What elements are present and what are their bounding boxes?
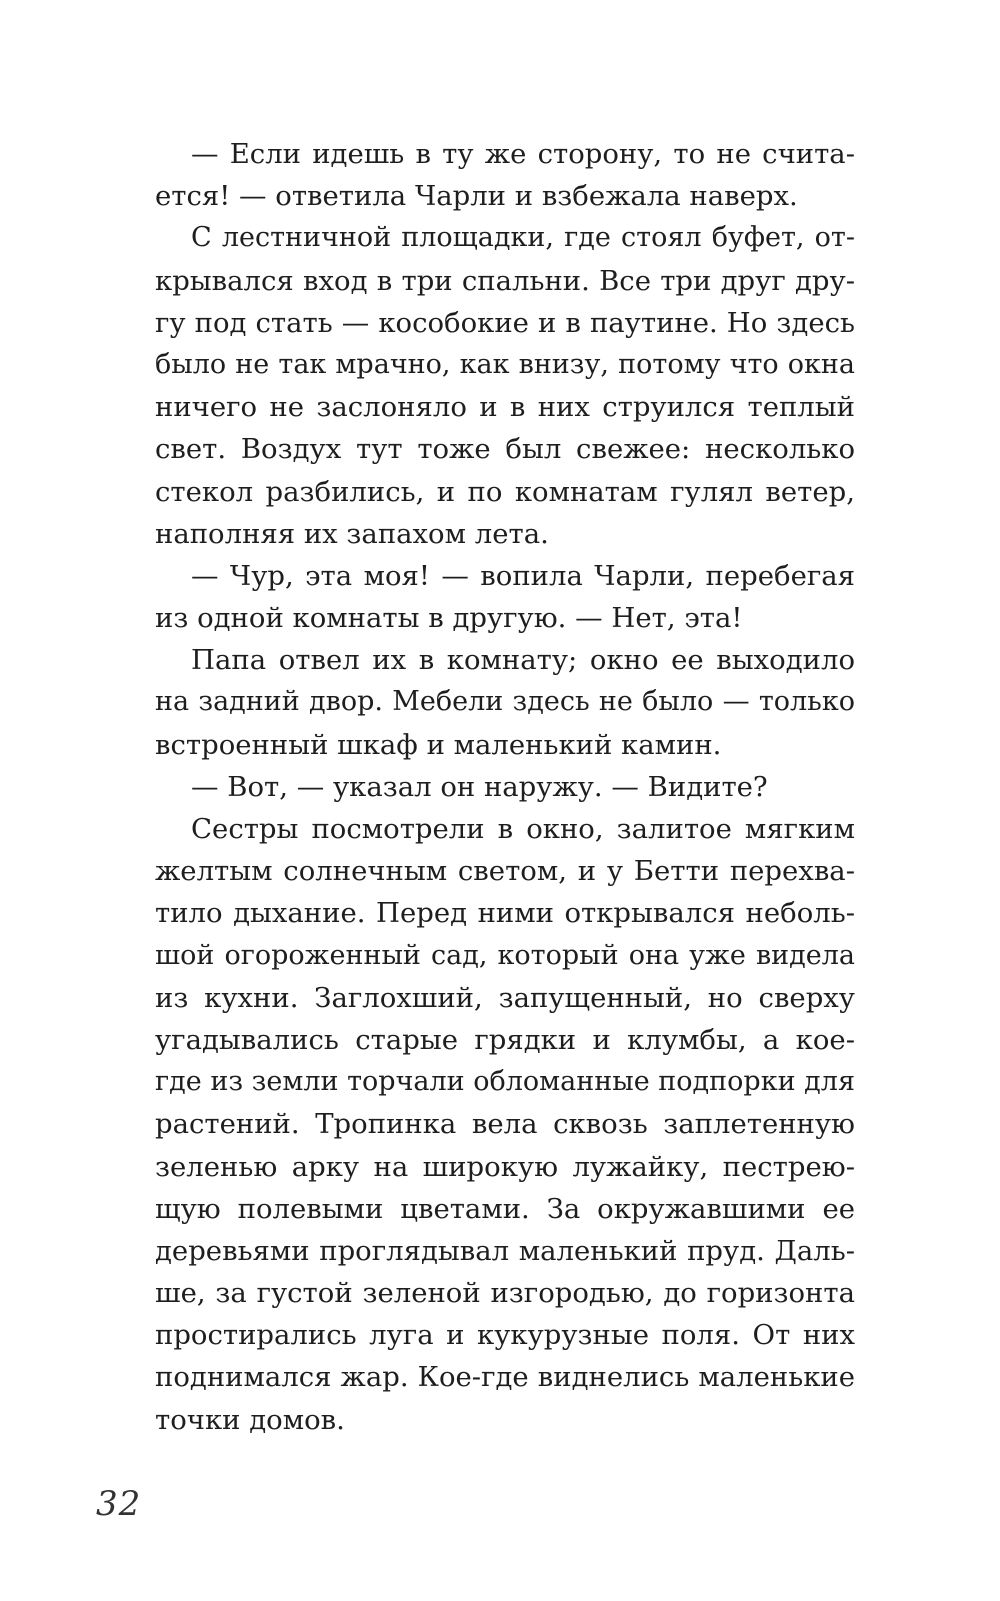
text-line: наполняя их запахом лета.	[155, 517, 549, 550]
text-line: точки домов.	[155, 1403, 345, 1436]
text-line: гу под стать — кособокие и в паутине. Но здесь	[155, 306, 855, 339]
text-line: поднимался жар. Кое-где виднелись маленькие	[155, 1361, 855, 1394]
text-line: на задний двор. Мебели здесь не было — только	[155, 686, 855, 718]
text-line: из одной комнаты в другую. — Нет, эта!	[155, 602, 743, 635]
text-line: крывался вход в три спальни. Все три друг дру-	[155, 264, 855, 297]
text-line: было не так мрачно, как внизу, потому что окна	[155, 348, 855, 380]
text-line: — Вот, — указал он наружу. — Видите?	[191, 770, 768, 803]
body-text	[155, 133, 855, 1441]
text-line: ется! — ответила Чарли и взбежала наверх.	[155, 180, 798, 213]
text-line: из кухни. Заглохший, запущенный, но сверху	[155, 981, 855, 1014]
text-line: шой огороженный сад, который она уже видела	[155, 939, 855, 971]
text-line: свет. Воздух тут тоже был свежее: несколько	[155, 433, 855, 466]
text-line: желтым солнечным светом, и у Бетти перехва-	[155, 855, 855, 888]
text-line: Папа отвел их в комнату; окно ее выходило	[191, 644, 855, 677]
text-line: зеленью арку на широкую лужайку, пестрею-	[155, 1150, 855, 1183]
text-line: ничего не заслоняло и в них струился теплый	[155, 391, 855, 424]
text-line: — Если идешь в ту же сторону, то не счита-	[191, 138, 855, 170]
text-line: тило дыхание. Перед ними открывался неболь-	[155, 897, 855, 930]
text-line: Сестры посмотрели в окно, залитое мягким	[191, 813, 855, 845]
text-line: ше, за густой зеленой изгородью, до горизонта	[155, 1277, 855, 1310]
text-line: растений. Тропинка вела сквозь заплетенную	[155, 1108, 855, 1141]
text-line: встроенный шкаф и маленький камин.	[155, 728, 722, 761]
page-number: 32	[96, 1484, 142, 1524]
text-line: — Чур, эта моя! — вопила Чарли, перебегая	[191, 559, 855, 592]
text-line: простирались луга и кукурузные поля. От них	[155, 1319, 855, 1352]
text-line: стекол разбились, и по комнатам гулял ветер,	[155, 475, 855, 508]
text-line: С лестничной площадки, где стоял буфет, от-	[191, 222, 855, 254]
text-line: щую полевыми цветами. За окружавшими ее	[155, 1192, 855, 1225]
text-line: деревьями проглядывал маленький пруд. Даль-	[155, 1234, 855, 1267]
text-line: угадывались старые грядки и клумбы, а кое-	[155, 1023, 855, 1056]
text-line: где из земли торчали обломанные подпорки для	[155, 1066, 855, 1098]
